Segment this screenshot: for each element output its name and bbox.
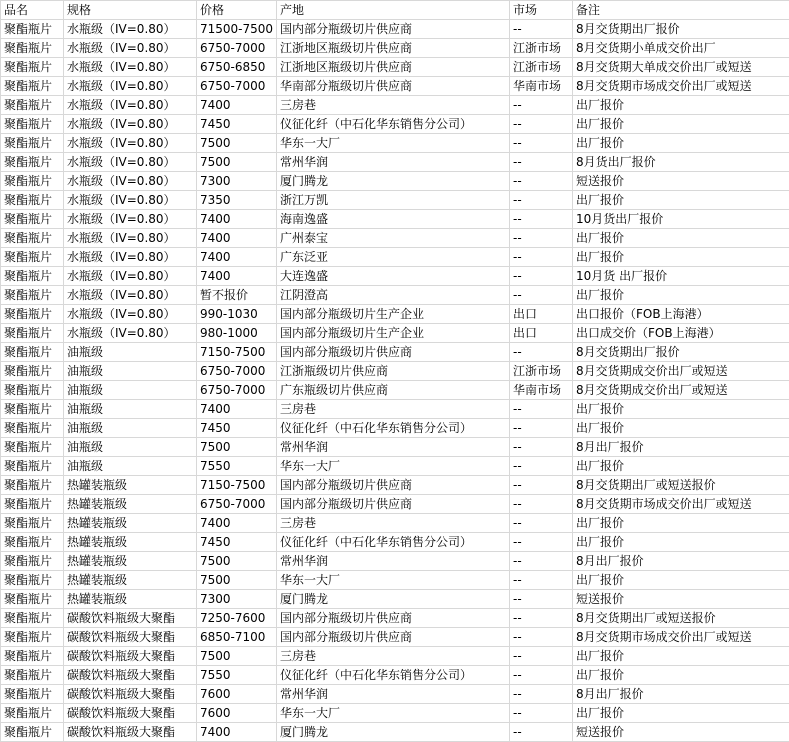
table-row — [1, 248, 789, 267]
cell-product[interactable]: 聚酯瓶片 — [1, 476, 64, 495]
cell-market[interactable]: -- — [510, 267, 573, 286]
cell-price[interactable]: 7400 — [197, 210, 277, 229]
cell-price[interactable]: 7600 — [197, 704, 277, 723]
cell-price[interactable]: 990-1030 — [197, 305, 277, 324]
cell-remarks[interactable]: 8月交货期出厂或短送报价 — [573, 609, 789, 628]
cell-origin[interactable]: 仪征化纤（中石化华东销售分公司） — [277, 419, 510, 438]
table-row — [1, 533, 789, 552]
cell-spec[interactable]: 水瓶级（IV=0.80） — [64, 20, 197, 39]
cell-spec[interactable]: 水瓶级（IV=0.80） — [64, 39, 197, 58]
cell-remarks[interactable]: 出厂报价 — [573, 514, 789, 533]
cell-origin[interactable]: 常州华润 — [277, 552, 510, 571]
cell-remarks[interactable]: 8月交货期市场成交价出厂或短送 — [573, 495, 789, 514]
table-row — [1, 381, 789, 400]
cell-price[interactable]: 7500 — [197, 153, 277, 172]
cell-remarks[interactable]: 短送报价 — [573, 723, 789, 742]
cell-product[interactable]: 聚酯瓶片 — [1, 172, 64, 191]
cell-price[interactable]: 7300 — [197, 172, 277, 191]
cell-product[interactable]: 聚酯瓶片 — [1, 552, 64, 571]
table-row — [1, 134, 789, 153]
cell-spec[interactable]: 水瓶级（IV=0.80） — [64, 324, 197, 343]
table-row — [1, 552, 789, 571]
cell-origin[interactable]: 厦门腾龙 — [277, 590, 510, 609]
cell-remarks[interactable]: 8月出厂报价 — [573, 438, 789, 457]
cell-remarks[interactable]: 10月货出厂报价 — [573, 210, 789, 229]
table-row — [1, 115, 789, 134]
cell-origin[interactable]: 华南部分瓶级切片供应商 — [277, 77, 510, 96]
cell-market[interactable]: -- — [510, 172, 573, 191]
cell-spec[interactable]: 水瓶级（IV=0.80） — [64, 267, 197, 286]
cell-price[interactable]: 7500 — [197, 438, 277, 457]
cell-remarks[interactable]: 8月交货期市场成交价出厂或短送 — [573, 628, 789, 647]
cell-origin[interactable]: 国内部分瓶级切片供应商 — [277, 495, 510, 514]
cell-product[interactable]: 聚酯瓶片 — [1, 343, 64, 362]
cell-remarks[interactable]: 8月出厂报价 — [573, 552, 789, 571]
table-row — [1, 571, 789, 590]
table-row — [1, 685, 789, 704]
cell-product[interactable]: 聚酯瓶片 — [1, 305, 64, 324]
cell-spec[interactable]: 热罐装瓶级 — [64, 495, 197, 514]
table-row — [1, 96, 789, 115]
cell-remarks[interactable]: 出口报价（FOB上海港） — [573, 305, 789, 324]
cell-remarks[interactable]: 8月交货期出厂报价 — [573, 20, 789, 39]
cell-origin[interactable]: 海南逸盛 — [277, 210, 510, 229]
cell-remarks[interactable]: 出厂报价 — [573, 134, 789, 153]
cell-origin[interactable]: 常州华润 — [277, 438, 510, 457]
cell-product[interactable]: 聚酯瓶片 — [1, 723, 64, 742]
cell-spec[interactable]: 油瓶级 — [64, 457, 197, 476]
header-remarks: 备注 — [573, 1, 789, 20]
cell-remarks[interactable]: 出厂报价 — [573, 115, 789, 134]
cell-market[interactable]: 出口 — [510, 324, 573, 343]
cell-spec[interactable]: 碳酸饮料瓶级大聚酯 — [64, 609, 197, 628]
cell-price[interactable]: 7150-7500 — [197, 343, 277, 362]
cell-product[interactable]: 聚酯瓶片 — [1, 267, 64, 286]
cell-price[interactable]: 7400 — [197, 400, 277, 419]
cell-product[interactable]: 聚酯瓶片 — [1, 362, 64, 381]
cell-origin[interactable]: 国内部分瓶级切片供应商 — [277, 20, 510, 39]
cell-price[interactable]: 6750-6850 — [197, 58, 277, 77]
cell-spec[interactable]: 水瓶级（IV=0.80） — [64, 115, 197, 134]
table-row — [1, 39, 789, 58]
cell-price[interactable]: 980-1000 — [197, 324, 277, 343]
cell-origin[interactable]: 江浙地区瓶级切片供应商 — [277, 39, 510, 58]
table-row — [1, 419, 789, 438]
cell-remarks[interactable]: 出厂报价 — [573, 457, 789, 476]
cell-market[interactable]: -- — [510, 476, 573, 495]
cell-price[interactable]: 6750-7000 — [197, 381, 277, 400]
cell-spec[interactable]: 水瓶级（IV=0.80） — [64, 286, 197, 305]
cell-remarks[interactable]: 出厂报价 — [573, 704, 789, 723]
cell-origin[interactable]: 三房巷 — [277, 647, 510, 666]
cell-product[interactable]: 聚酯瓶片 — [1, 628, 64, 647]
table-row — [1, 628, 789, 647]
cell-product[interactable]: 聚酯瓶片 — [1, 58, 64, 77]
table-row — [1, 210, 789, 229]
header-market: 市场 — [510, 1, 573, 20]
cell-price[interactable]: 7350 — [197, 191, 277, 210]
cell-spec[interactable]: 水瓶级（IV=0.80） — [64, 305, 197, 324]
cell-market[interactable]: 江浙市场 — [510, 362, 573, 381]
cell-product[interactable]: 聚酯瓶片 — [1, 457, 64, 476]
cell-remarks[interactable]: 8月货出厂报价 — [573, 153, 789, 172]
cell-remarks[interactable]: 10月货 出厂报价 — [573, 267, 789, 286]
cell-market[interactable]: 华南市场 — [510, 77, 573, 96]
cell-product[interactable]: 聚酯瓶片 — [1, 400, 64, 419]
table-row — [1, 495, 789, 514]
cell-market[interactable]: -- — [510, 191, 573, 210]
cell-product[interactable]: 聚酯瓶片 — [1, 514, 64, 533]
cell-origin[interactable]: 浙江万凯 — [277, 191, 510, 210]
cell-price[interactable]: 7500 — [197, 134, 277, 153]
cell-remarks[interactable]: 8月交货期出厂报价 — [573, 343, 789, 362]
cell-price[interactable]: 7450 — [197, 533, 277, 552]
cell-market[interactable]: -- — [510, 115, 573, 134]
cell-market[interactable]: -- — [510, 457, 573, 476]
cell-spec[interactable]: 碳酸饮料瓶级大聚酯 — [64, 666, 197, 685]
header-row — [1, 1, 789, 20]
cell-product[interactable]: 聚酯瓶片 — [1, 419, 64, 438]
cell-origin[interactable]: 华东一大厂 — [277, 704, 510, 723]
cell-market[interactable]: -- — [510, 704, 573, 723]
cell-spec[interactable]: 热罐装瓶级 — [64, 571, 197, 590]
cell-origin[interactable]: 国内部分瓶级切片供应商 — [277, 343, 510, 362]
cell-product[interactable]: 聚酯瓶片 — [1, 229, 64, 248]
table-row — [1, 58, 789, 77]
cell-market[interactable]: -- — [510, 552, 573, 571]
cell-origin[interactable]: 华东一大厂 — [277, 571, 510, 590]
cell-market[interactable]: -- — [510, 438, 573, 457]
cell-spec[interactable]: 热罐装瓶级 — [64, 476, 197, 495]
table-row — [1, 172, 789, 191]
cell-origin[interactable]: 常州华润 — [277, 685, 510, 704]
header-spec: 规格 — [64, 1, 197, 20]
cell-price[interactable]: 7400 — [197, 229, 277, 248]
cell-product[interactable]: 聚酯瓶片 — [1, 191, 64, 210]
cell-market[interactable]: -- — [510, 609, 573, 628]
cell-spec[interactable]: 水瓶级（IV=0.80） — [64, 229, 197, 248]
cell-origin[interactable]: 江浙地区瓶级切片供应商 — [277, 58, 510, 77]
cell-remarks[interactable]: 短送报价 — [573, 590, 789, 609]
cell-remarks[interactable]: 8月出厂报价 — [573, 685, 789, 704]
cell-product[interactable]: 聚酯瓶片 — [1, 666, 64, 685]
cell-remarks[interactable]: 8月交货期成交价出厂或短送 — [573, 381, 789, 400]
cell-market[interactable]: -- — [510, 210, 573, 229]
cell-price[interactable]: 暂不报价 — [197, 286, 277, 305]
cell-market[interactable]: -- — [510, 628, 573, 647]
cell-spec[interactable]: 水瓶级（IV=0.80） — [64, 210, 197, 229]
table-row — [1, 153, 789, 172]
table-row — [1, 362, 789, 381]
cell-origin[interactable]: 三房巷 — [277, 400, 510, 419]
cell-spec[interactable]: 热罐装瓶级 — [64, 552, 197, 571]
cell-product[interactable]: 聚酯瓶片 — [1, 609, 64, 628]
cell-remarks[interactable]: 出厂报价 — [573, 400, 789, 419]
cell-product[interactable]: 聚酯瓶片 — [1, 20, 64, 39]
cell-origin[interactable]: 厦门腾龙 — [277, 723, 510, 742]
cell-product[interactable]: 聚酯瓶片 — [1, 590, 64, 609]
cell-origin[interactable]: 仪征化纤（中石化华东销售分公司） — [277, 666, 510, 685]
cell-price[interactable]: 7550 — [197, 666, 277, 685]
cell-origin[interactable]: 大连逸盛 — [277, 267, 510, 286]
cell-market[interactable]: -- — [510, 229, 573, 248]
cell-remarks[interactable]: 出厂报价 — [573, 647, 789, 666]
cell-spec[interactable]: 水瓶级（IV=0.80） — [64, 134, 197, 153]
cell-price[interactable]: 7150-7500 — [197, 476, 277, 495]
cell-spec[interactable]: 水瓶级（IV=0.80） — [64, 58, 197, 77]
cell-product[interactable]: 聚酯瓶片 — [1, 704, 64, 723]
cell-remarks[interactable]: 出口成交价（FOB上海港） — [573, 324, 789, 343]
cell-origin[interactable]: 仪征化纤（中石化华东销售分公司） — [277, 115, 510, 134]
cell-market[interactable]: -- — [510, 400, 573, 419]
cell-origin[interactable]: 仪征化纤（中石化华东销售分公司） — [277, 533, 510, 552]
cell-product[interactable]: 聚酯瓶片 — [1, 647, 64, 666]
cell-spec[interactable]: 热罐装瓶级 — [64, 590, 197, 609]
cell-price[interactable]: 7550 — [197, 457, 277, 476]
cell-market[interactable]: -- — [510, 647, 573, 666]
cell-market[interactable]: -- — [510, 723, 573, 742]
cell-origin[interactable]: 国内部分瓶级切片生产企业 — [277, 324, 510, 343]
cell-product[interactable]: 聚酯瓶片 — [1, 210, 64, 229]
cell-product[interactable]: 聚酯瓶片 — [1, 438, 64, 457]
cell-price[interactable]: 7400 — [197, 248, 277, 267]
cell-spec[interactable]: 油瓶级 — [64, 381, 197, 400]
cell-spec[interactable]: 水瓶级（IV=0.80） — [64, 153, 197, 172]
table-row — [1, 229, 789, 248]
cell-spec[interactable]: 油瓶级 — [64, 362, 197, 381]
cell-price[interactable]: 7400 — [197, 514, 277, 533]
cell-price[interactable]: 7450 — [197, 419, 277, 438]
cell-origin[interactable]: 国内部分瓶级切片生产企业 — [277, 305, 510, 324]
cell-remarks[interactable]: 出厂报价 — [573, 571, 789, 590]
cell-market[interactable]: 江浙市场 — [510, 58, 573, 77]
cell-market[interactable]: 江浙市场 — [510, 39, 573, 58]
header-product: 品名 — [1, 1, 64, 20]
cell-origin[interactable]: 常州华润 — [277, 153, 510, 172]
cell-origin[interactable]: 华东一大厂 — [277, 134, 510, 153]
cell-origin[interactable]: 江浙瓶级切片供应商 — [277, 362, 510, 381]
cell-spec[interactable]: 油瓶级 — [64, 438, 197, 457]
cell-spec[interactable]: 水瓶级（IV=0.80） — [64, 96, 197, 115]
cell-price[interactable]: 6750-7000 — [197, 39, 277, 58]
cell-spec[interactable]: 碳酸饮料瓶级大聚酯 — [64, 723, 197, 742]
cell-price[interactable]: 71500-7500 — [197, 20, 277, 39]
cell-origin[interactable]: 三房巷 — [277, 96, 510, 115]
cell-market[interactable]: 出口 — [510, 305, 573, 324]
table-row — [1, 647, 789, 666]
cell-price[interactable]: 7450 — [197, 115, 277, 134]
table-row — [1, 457, 789, 476]
cell-price[interactable]: 7300 — [197, 590, 277, 609]
table-row — [1, 590, 789, 609]
cell-market[interactable]: -- — [510, 571, 573, 590]
cell-spec[interactable]: 油瓶级 — [64, 400, 197, 419]
cell-market[interactable]: -- — [510, 134, 573, 153]
cell-remarks[interactable]: 出厂报价 — [573, 96, 789, 115]
cell-spec[interactable]: 碳酸饮料瓶级大聚酯 — [64, 628, 197, 647]
cell-price[interactable]: 7400 — [197, 96, 277, 115]
cell-market[interactable]: 华南市场 — [510, 381, 573, 400]
table-row — [1, 305, 789, 324]
table-row — [1, 20, 789, 39]
cell-remarks[interactable]: 8月交货期小单成交价出厂 — [573, 39, 789, 58]
cell-market[interactable]: -- — [510, 20, 573, 39]
table-row — [1, 514, 789, 533]
table-row — [1, 400, 789, 419]
cell-product[interactable]: 聚酯瓶片 — [1, 39, 64, 58]
table-row — [1, 324, 789, 343]
cell-origin[interactable]: 国内部分瓶级切片供应商 — [277, 609, 510, 628]
cell-price[interactable]: 6750-7000 — [197, 77, 277, 96]
cell-spec[interactable]: 水瓶级（IV=0.80） — [64, 77, 197, 96]
cell-origin[interactable]: 广东瓶级切片供应商 — [277, 381, 510, 400]
table-row — [1, 704, 789, 723]
cell-remarks[interactable]: 出厂报价 — [573, 191, 789, 210]
cell-remarks[interactable]: 8月交货期出厂或短送报价 — [573, 476, 789, 495]
cell-spec[interactable]: 油瓶级 — [64, 343, 197, 362]
table-row — [1, 476, 789, 495]
cell-origin[interactable]: 华东一大厂 — [277, 457, 510, 476]
cell-remarks[interactable]: 出厂报价 — [573, 666, 789, 685]
cell-price[interactable]: 7250-7600 — [197, 609, 277, 628]
cell-market[interactable]: -- — [510, 495, 573, 514]
cell-remarks[interactable]: 出厂报价 — [573, 533, 789, 552]
cell-remarks[interactable]: 短送报价 — [573, 172, 789, 191]
cell-product[interactable]: 聚酯瓶片 — [1, 248, 64, 267]
table-row — [1, 343, 789, 362]
cell-market[interactable]: -- — [510, 533, 573, 552]
cell-remarks[interactable]: 出厂报价 — [573, 248, 789, 267]
cell-spec[interactable]: 碳酸饮料瓶级大聚酯 — [64, 704, 197, 723]
table-row — [1, 191, 789, 210]
cell-price[interactable]: 6750-7000 — [197, 362, 277, 381]
cell-origin[interactable]: 厦门腾龙 — [277, 172, 510, 191]
cell-market[interactable]: -- — [510, 419, 573, 438]
cell-product[interactable]: 聚酯瓶片 — [1, 134, 64, 153]
cell-price[interactable]: 7500 — [197, 571, 277, 590]
table-row — [1, 438, 789, 457]
cell-remarks[interactable]: 8月交货期市场成交价出厂或短送 — [573, 77, 789, 96]
cell-remarks[interactable]: 出厂报价 — [573, 229, 789, 248]
cell-origin[interactable]: 江阴澄高 — [277, 286, 510, 305]
cell-remarks[interactable]: 8月交货期大单成交价出厂或短送 — [573, 58, 789, 77]
cell-market[interactable]: -- — [510, 666, 573, 685]
cell-spec[interactable]: 油瓶级 — [64, 419, 197, 438]
cell-product[interactable]: 聚酯瓶片 — [1, 381, 64, 400]
cell-origin[interactable]: 广东泛亚 — [277, 248, 510, 267]
cell-product[interactable]: 聚酯瓶片 — [1, 153, 64, 172]
cell-product[interactable]: 聚酯瓶片 — [1, 533, 64, 552]
cell-origin[interactable]: 广州泰宝 — [277, 229, 510, 248]
table-body — [1, 20, 789, 742]
cell-remarks[interactable]: 8月交货期成交价出厂或短送 — [573, 362, 789, 381]
cell-market[interactable]: -- — [510, 153, 573, 172]
table-row — [1, 609, 789, 628]
cell-product[interactable]: 聚酯瓶片 — [1, 96, 64, 115]
cell-product[interactable]: 聚酯瓶片 — [1, 286, 64, 305]
cell-market[interactable]: -- — [510, 685, 573, 704]
cell-market[interactable]: -- — [510, 343, 573, 362]
cell-product[interactable]: 聚酯瓶片 — [1, 324, 64, 343]
header-price: 价格 — [197, 1, 277, 20]
cell-spec[interactable]: 热罐装瓶级 — [64, 533, 197, 552]
cell-spec[interactable]: 热罐装瓶级 — [64, 514, 197, 533]
cell-origin[interactable]: 国内部分瓶级切片供应商 — [277, 628, 510, 647]
table-row — [1, 267, 789, 286]
cell-product[interactable]: 聚酯瓶片 — [1, 495, 64, 514]
cell-price[interactable]: 7600 — [197, 685, 277, 704]
cell-remarks[interactable]: 出厂报价 — [573, 419, 789, 438]
cell-market[interactable]: -- — [510, 248, 573, 267]
table-row — [1, 77, 789, 96]
cell-market[interactable]: -- — [510, 590, 573, 609]
cell-spec[interactable]: 碳酸饮料瓶级大聚酯 — [64, 647, 197, 666]
cell-product[interactable]: 聚酯瓶片 — [1, 571, 64, 590]
cell-price[interactable]: 7500 — [197, 647, 277, 666]
cell-price[interactable]: 7500 — [197, 552, 277, 571]
cell-price[interactable]: 6750-7000 — [197, 495, 277, 514]
cell-remarks[interactable]: 出厂报价 — [573, 286, 789, 305]
table-row — [1, 723, 789, 742]
cell-product[interactable]: 聚酯瓶片 — [1, 685, 64, 704]
cell-spec[interactable]: 水瓶级（IV=0.80） — [64, 191, 197, 210]
cell-origin[interactable]: 国内部分瓶级切片供应商 — [277, 476, 510, 495]
cell-origin[interactable]: 三房巷 — [277, 514, 510, 533]
cell-spec[interactable]: 水瓶级（IV=0.80） — [64, 248, 197, 267]
table-row — [1, 666, 789, 685]
cell-spec[interactable]: 碳酸饮料瓶级大聚酯 — [64, 685, 197, 704]
cell-price[interactable]: 7400 — [197, 267, 277, 286]
table-row — [1, 286, 789, 305]
cell-market[interactable]: -- — [510, 96, 573, 115]
cell-product[interactable]: 聚酯瓶片 — [1, 77, 64, 96]
cell-spec[interactable]: 水瓶级（IV=0.80） — [64, 172, 197, 191]
cell-market[interactable]: -- — [510, 286, 573, 305]
cell-price[interactable]: 7400 — [197, 723, 277, 742]
cell-market[interactable]: -- — [510, 514, 573, 533]
header-origin: 产地 — [277, 1, 510, 20]
cell-price[interactable]: 6850-7100 — [197, 628, 277, 647]
cell-product[interactable]: 聚酯瓶片 — [1, 115, 64, 134]
